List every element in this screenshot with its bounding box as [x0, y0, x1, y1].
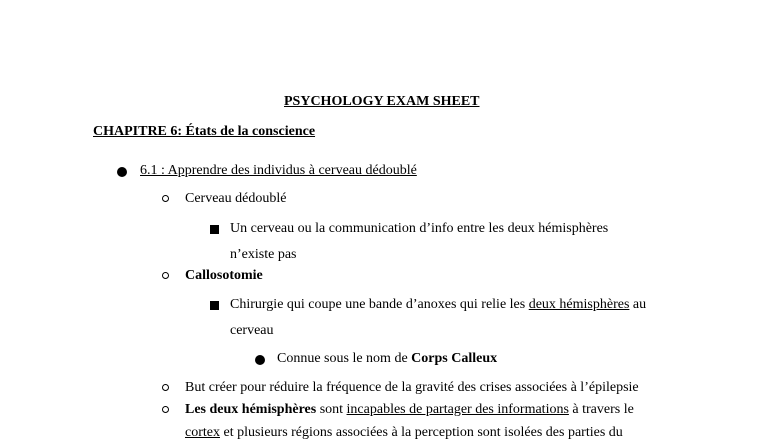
- list-item: Callosotomie: [185, 268, 263, 283]
- circle-bullet-icon: [162, 406, 169, 413]
- list-item-text: à travers le: [568, 402, 634, 417]
- list-item-continuation: n’existe pas: [230, 247, 297, 262]
- list-item-text: au: [629, 297, 647, 312]
- circle-bullet-icon: [162, 384, 169, 391]
- square-bullet-icon: [210, 225, 219, 234]
- list-item-text: Connue sous le nom de: [277, 351, 412, 366]
- underlined-term: cortex: [185, 425, 220, 440]
- circle-bullet-icon: [162, 272, 169, 279]
- disc-bullet-icon: [255, 355, 265, 365]
- list-item: [277, 351, 497, 367]
- chapter-heading: CHAPITRE 6: États de la conscience: [93, 124, 316, 139]
- underlined-term: deux hémisphères: [528, 297, 630, 312]
- list-item: Un cerveau ou la communication d’info entre les deux hémisphères: [230, 221, 609, 236]
- underlined-term: incapables de partager des informations: [346, 402, 569, 417]
- list-item-text: Chirurgie qui coupe une bande d’anoxes qui relie les: [230, 297, 529, 312]
- list-item: [185, 402, 634, 418]
- list-item-text: et plusieurs régions associées à la perception sont isolées des parties du: [219, 425, 623, 440]
- list-item: [230, 297, 646, 313]
- list-item-continuation: cerveau: [230, 323, 274, 338]
- list-item-text: sont: [316, 402, 347, 417]
- list-item: But créer pour réduire la fréquence de la gravité des crises associées à l’épilepsie: [185, 380, 639, 395]
- document-title: PSYCHOLOGY EXAM SHEET: [284, 94, 480, 109]
- list-item: Cerveau dédoublé: [185, 191, 287, 206]
- bold-term: Les deux hémisphères: [185, 402, 317, 417]
- disc-bullet-icon: [117, 167, 127, 177]
- circle-bullet-icon: [162, 195, 169, 202]
- section-heading: 6.1 : Apprendre des individus à cerveau dédoublé: [140, 163, 417, 178]
- list-item-continuation: [185, 425, 623, 441]
- bold-term: Corps Calleux: [411, 351, 498, 366]
- square-bullet-icon: [210, 301, 219, 310]
